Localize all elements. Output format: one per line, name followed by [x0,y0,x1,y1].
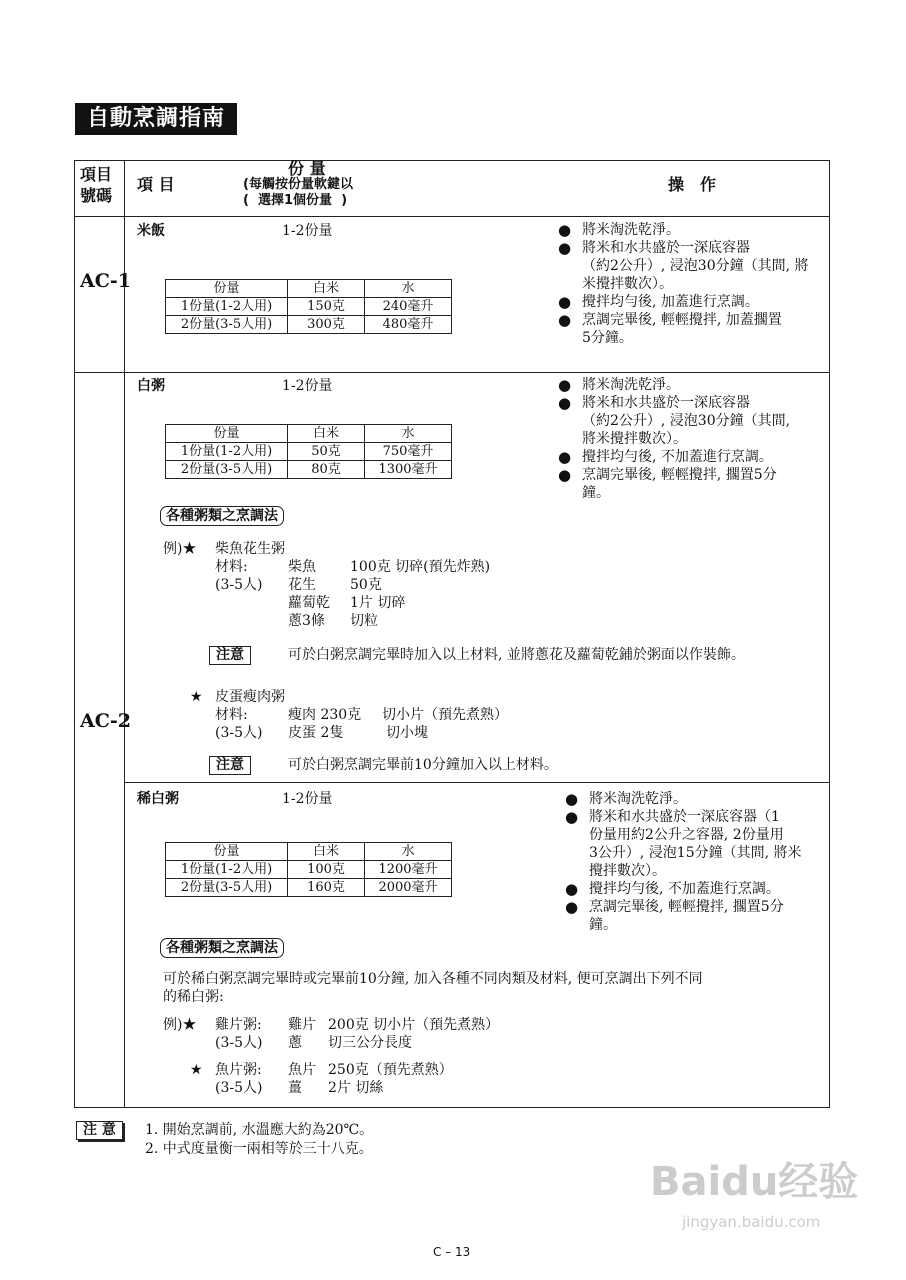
congee-ex1-detail: 100克 切碎(預先炸熟) [350,559,491,575]
header-operation: 操 作 [668,175,717,194]
table-header: 份量 [166,843,288,861]
congee-ex1-ingredient: 花生 [288,577,316,593]
congee-quantity: 1-2份量 [282,378,333,394]
header-quantity-note-2: ( 選擇1個份量 ) [243,193,348,208]
table-cell: 300克 [288,316,365,334]
ac2-code: AC-2 [80,710,131,732]
table-header: 水 [365,843,452,861]
congee-ex2-label: (3-5人) [215,725,263,741]
congee-ex1-ingredient: 柴魚 [288,559,316,575]
code-column-divider [124,161,125,1107]
table-header: 白米 [288,425,365,443]
table-header: 白米 [288,843,365,861]
list-item: ● 將米和水共盛於一深底容器（1 份量用約2公升之容器, 2份量用 3公升）, 浸泡15分鐘（其間, 將米 攪拌數次）。 [565,808,835,880]
congee-example1-prefix: 例)★ [163,541,197,557]
table-cell: 2份量(3-5人用) [166,461,288,479]
table-row [166,425,452,443]
list-item: ● 將米和水共盛於一深底容器 （約2公升）, 浸泡30分鐘（其間, 將米攪拌數次）。 [558,394,828,448]
table-header: 份量 [166,425,288,443]
thin-ex2-ingredient: 魚片 [288,1062,316,1078]
table-cell: 2份量(3-5人用) [166,879,288,897]
footer-note-label: 注 意 [76,1121,123,1140]
table-cell: 2份量(3-5人用) [166,316,288,334]
table-cell: 100克 [288,861,365,879]
table-header: 水 [365,280,452,298]
table-row [166,861,452,879]
header-code-line1: 項目 [80,165,113,184]
table-header: 份量 [166,280,288,298]
list-item: ● 攪拌均勻後, 加蓋進行烹調。 [558,293,828,311]
thin-ex2-detail: 2片 切絲 [328,1080,384,1096]
table-row [166,461,452,479]
congee-ex2-star: ★ [190,689,203,705]
thin-congee-quantity-table [165,842,452,897]
header-item: 項 目 [137,175,175,194]
page-title: 自動烹調指南 [75,103,237,135]
list-item: ● 將米淘洗乾淨。 [558,376,828,394]
list-item: ● 攪拌均勻後, 不加蓋進行烹調。 [565,880,835,898]
table-row [166,280,452,298]
congee-example1-name: 柴魚花生粥 [215,541,285,557]
congee-ex1-detail: 1片 切碎 [350,595,406,611]
thin-ex2-ingredient: 薑 [288,1080,302,1096]
thin-ex1-detail: 切三公分長度 [328,1035,412,1051]
congee-ex2-detail: 切小塊 [386,725,428,741]
congee-ex1-label: (3-5人) [215,577,263,593]
congee-variety-label: 各種粥類之烹調法 [160,506,284,526]
thin-ex1-ingredient: 蔥 [288,1035,302,1051]
table-cell: 1份量(1-2人用) [166,443,288,461]
list-item: ● 烹調完畢後, 輕輕攪拌, 加蓋擱置 5分鐘。 [558,311,828,347]
thin-congee-variety-label: 各種粥類之烹調法 [160,938,284,958]
baidu-watermark-url: jingyan.baidu.com [682,1213,821,1231]
thin-ex1-prefix: 例)★ [163,1017,197,1033]
table-cell: 480毫升 [365,316,452,334]
header-divider [75,216,829,217]
congee-example2-name: 皮蛋瘦肉粥 [215,689,285,705]
header-quantity-note-1: (每觸按份量軟鍵以 [243,177,353,192]
table-row [166,298,452,316]
list-item: ● 烹調完畢後, 輕輕攪拌, 擱置5分 鐘。 [558,466,828,502]
table-cell: 150克 [288,298,365,316]
list-item: ● 將米淘洗乾淨。 [565,790,835,808]
table-cell: 1300毫升 [365,461,452,479]
congee-ex1-note: 可於白粥烹調完畢時加入以上材料, 並將蔥花及蘿蔔乾鋪於粥面以作裝飾。 [288,647,745,663]
thin-ex1-serving: (3-5人) [215,1035,263,1051]
congee-ex2-label: 材料: [215,707,248,723]
table-row [166,316,452,334]
table-cell: 1份量(1-2人用) [166,861,288,879]
baidu-watermark-logo: Baidu经验 [650,1159,859,1205]
congee-ex2-ingredient: 瘦肉 230克 [288,707,362,723]
thin-ex2-detail: 250克（預先煮熟） [328,1062,453,1078]
congee-operations [558,376,828,502]
table-row [166,879,452,897]
footer-note-1: 1. 開始烹調前, 水溫應大約為20℃。 [145,1122,374,1138]
congee-ex1-detail: 切粒 [350,613,378,629]
thin-congee-operations [565,790,835,934]
ac1-divider [75,372,829,373]
thin-ex2-name: 魚片粥: [215,1062,262,1078]
table-cell: 50克 [288,443,365,461]
ac2-internal-divider [125,782,829,783]
thin-ex2-serving: (3-5人) [215,1080,263,1096]
table-cell: 2000毫升 [365,879,452,897]
list-item: ● 將米淘洗乾淨。 [558,221,828,239]
list-item: ● 烹調完畢後, 輕輕攪拌, 擱置5分 鐘。 [565,898,835,934]
table-cell: 80克 [288,461,365,479]
table-cell: 160克 [288,879,365,897]
thin-congee-quantity: 1-2份量 [282,791,333,807]
ac1-code: AC-1 [80,270,131,292]
congee-ex2-ingredient: 皮蛋 2隻 [288,725,344,741]
list-item: ● 攪拌均勻後, 不加蓋進行烹調。 [558,448,828,466]
thin-ex1-detail: 200克 切小片（預先煮熟） [328,1017,500,1033]
congee-ex1-label: 材料: [215,559,248,575]
thin-ex1-name: 雞片粥: [215,1017,262,1033]
thin-ex2-star: ★ [190,1062,203,1078]
congee-ex1-ingredient: 蘿蔔乾 [288,595,330,611]
ac1-item-name: 米飯 [137,223,165,239]
table-cell: 240毫升 [365,298,452,316]
page-number: C – 13 [433,1245,471,1259]
table-cell: 1份量(1-2人用) [166,298,288,316]
table-cell: 1200毫升 [365,861,452,879]
table-header: 水 [365,425,452,443]
congee-ex1-note-label: 注意 [209,646,251,665]
congee-quantity-table [165,424,452,479]
thin-congee-item-name: 稀白粥 [137,791,179,807]
footer-note-2: 2. 中式度量衡一兩相等於三十八克。 [145,1141,373,1157]
ac1-quantity: 1-2份量 [282,223,333,239]
congee-ex2-note: 可於白粥烹調完畢前10分鐘加入以上材料。 [288,757,558,773]
ac1-quantity-table [165,279,452,334]
table-cell: 750毫升 [365,443,452,461]
congee-ex1-ingredient: 蔥3條 [288,613,325,629]
thin-congee-intro-1: 可於稀白粥烹調完畢時或完畢前10分鐘, 加入各種不同肉類及材料, 便可烹調出下列不同 [163,971,703,987]
ac1-operations [558,221,828,347]
congee-item-name: 白粥 [137,378,165,394]
list-item: ● 將米和水共盛於一深底容器 （約2公升）, 浸泡30分鐘（其間, 將 米攪拌數次）。 [558,239,828,293]
header-quantity: 份 量 [288,159,326,178]
congee-ex1-detail: 50克 [350,577,382,593]
thin-ex1-ingredient: 雞片 [288,1017,316,1033]
table-row [166,843,452,861]
header-code-line2: 號碼 [80,186,113,205]
congee-ex2-note-label: 注意 [209,756,251,775]
congee-ex2-detail: 切小片（預先煮熟） [382,707,508,723]
table-row [166,443,452,461]
thin-congee-intro-2: 的稀白粥: [163,989,224,1005]
table-header: 白米 [288,280,365,298]
